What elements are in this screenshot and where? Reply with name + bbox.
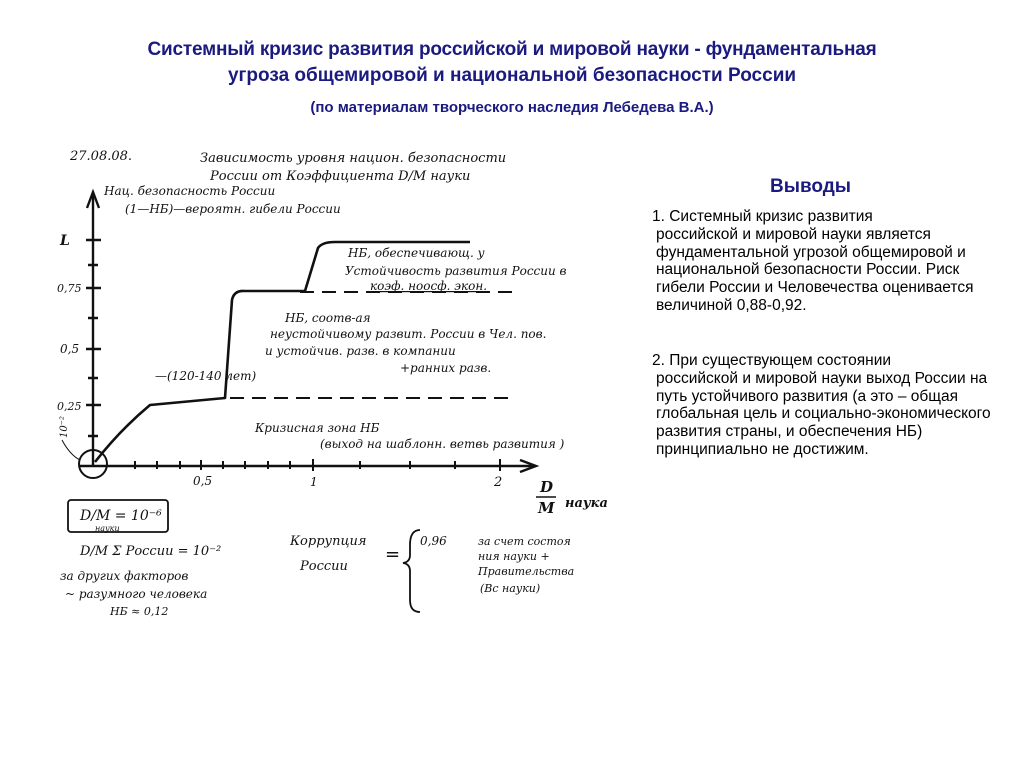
corruption-note-line2: ния науки + xyxy=(478,550,550,563)
note-lower-line2: (выход на шаблонн. ветвь развития ) xyxy=(320,437,565,451)
conclusion-2-lead: 2. При существующем состоянии xyxy=(652,352,892,369)
box-formula: D/M = 10⁻⁶ xyxy=(80,508,162,524)
note-upper-line1: НБ, обеспечивающ. у xyxy=(348,246,485,260)
box-formula-sub: науки xyxy=(95,524,120,533)
corruption-note-line1: за счет состоя xyxy=(478,535,571,548)
x-axis-label-suffix: наука xyxy=(565,496,608,511)
formula-2-note-3: НБ ≈ 0,12 xyxy=(110,605,169,618)
x-tick-1: 1 xyxy=(310,475,318,489)
note-middle-line1: НБ, соотв-ая xyxy=(285,311,371,325)
conclusions-heading: Выводы xyxy=(770,176,852,197)
y-tick-L: L xyxy=(60,233,70,249)
corruption-label-line2: России xyxy=(300,559,348,574)
conclusion-item-2 xyxy=(652,352,1012,459)
y-tick-025: 0,25 xyxy=(57,400,82,413)
svg-text:=: = xyxy=(385,544,401,565)
y-tick-05: 0,5 xyxy=(60,342,80,356)
conclusion-2-text: российской и мировой науки выход России на путь устойчивого развития (а это – общая глобальная цель и социально-экономического развития страны, и обеспечения НБ) принципиально не достижим. xyxy=(656,369,991,458)
sketch-date: 27.08.08. xyxy=(70,149,133,164)
sketch-heading-line1: Зависимость уровня национ. безопасности xyxy=(200,151,507,166)
note-upper-line3: коэф. ноосф. экон. xyxy=(370,279,488,293)
y-tick-10-2: 10⁻² xyxy=(59,415,70,438)
x-axis-label-D: D xyxy=(540,478,554,496)
note-middle-line2: неустойчивому развит. России в Чел. пов. xyxy=(270,327,547,341)
corruption-value: 0,96 xyxy=(420,534,447,548)
x-tick-2: 2 xyxy=(494,475,503,490)
sketch-heading-line2: России от Коэффициента D/M науки xyxy=(210,169,471,184)
page-title-line2: угроза общемировой и национальной безопасности России xyxy=(227,65,797,86)
y-axis-label-line2: (1—НБ)—вероятн. гибели России xyxy=(125,202,341,216)
formula-2-note-1: за других факторов xyxy=(60,569,189,583)
corruption-label-line1: Коррупция xyxy=(290,534,367,549)
y-axis-label-line1: Нац. безопасность России xyxy=(104,184,276,198)
page-title-line1: Системный кризис развития российской и мировой науки - фундаментальная xyxy=(147,39,877,60)
conclusion-item-1 xyxy=(652,208,1012,315)
y-tick-075: 0,75 xyxy=(57,282,82,295)
formula-2-note-2: ~ разумного человека xyxy=(65,587,208,601)
corruption-note-line4: (Вс науки) xyxy=(480,582,541,595)
page-subtitle: (по материалам творческого наследия Лебедева В.А.) xyxy=(310,99,714,116)
note-upper-line2: Устойчивость развития России в xyxy=(345,264,567,278)
conclusion-1-lead: 1. Системный кризис развития xyxy=(652,208,873,225)
note-middle-line4: +ранних разв. xyxy=(400,361,492,375)
conclusion-1-text: российской и мировой науки является фундаментальной угрозой общемировой и национальной безопасности России. Риск гибели России и Человечества оценивается величиной 0,88-0,92. xyxy=(656,225,974,314)
note-years: —(120-140 лет) xyxy=(155,369,257,383)
x-axis-label-M: M xyxy=(538,499,555,517)
corruption-note-line3: Правительства xyxy=(478,565,575,578)
note-lower-line1: Кризисная зона НБ xyxy=(255,421,380,435)
note-middle-line3: и устойчив. разв. в компании xyxy=(265,344,456,358)
x-tick-05: 0,5 xyxy=(193,474,213,488)
formula-2: D/M Σ России = 10⁻² xyxy=(80,544,222,559)
